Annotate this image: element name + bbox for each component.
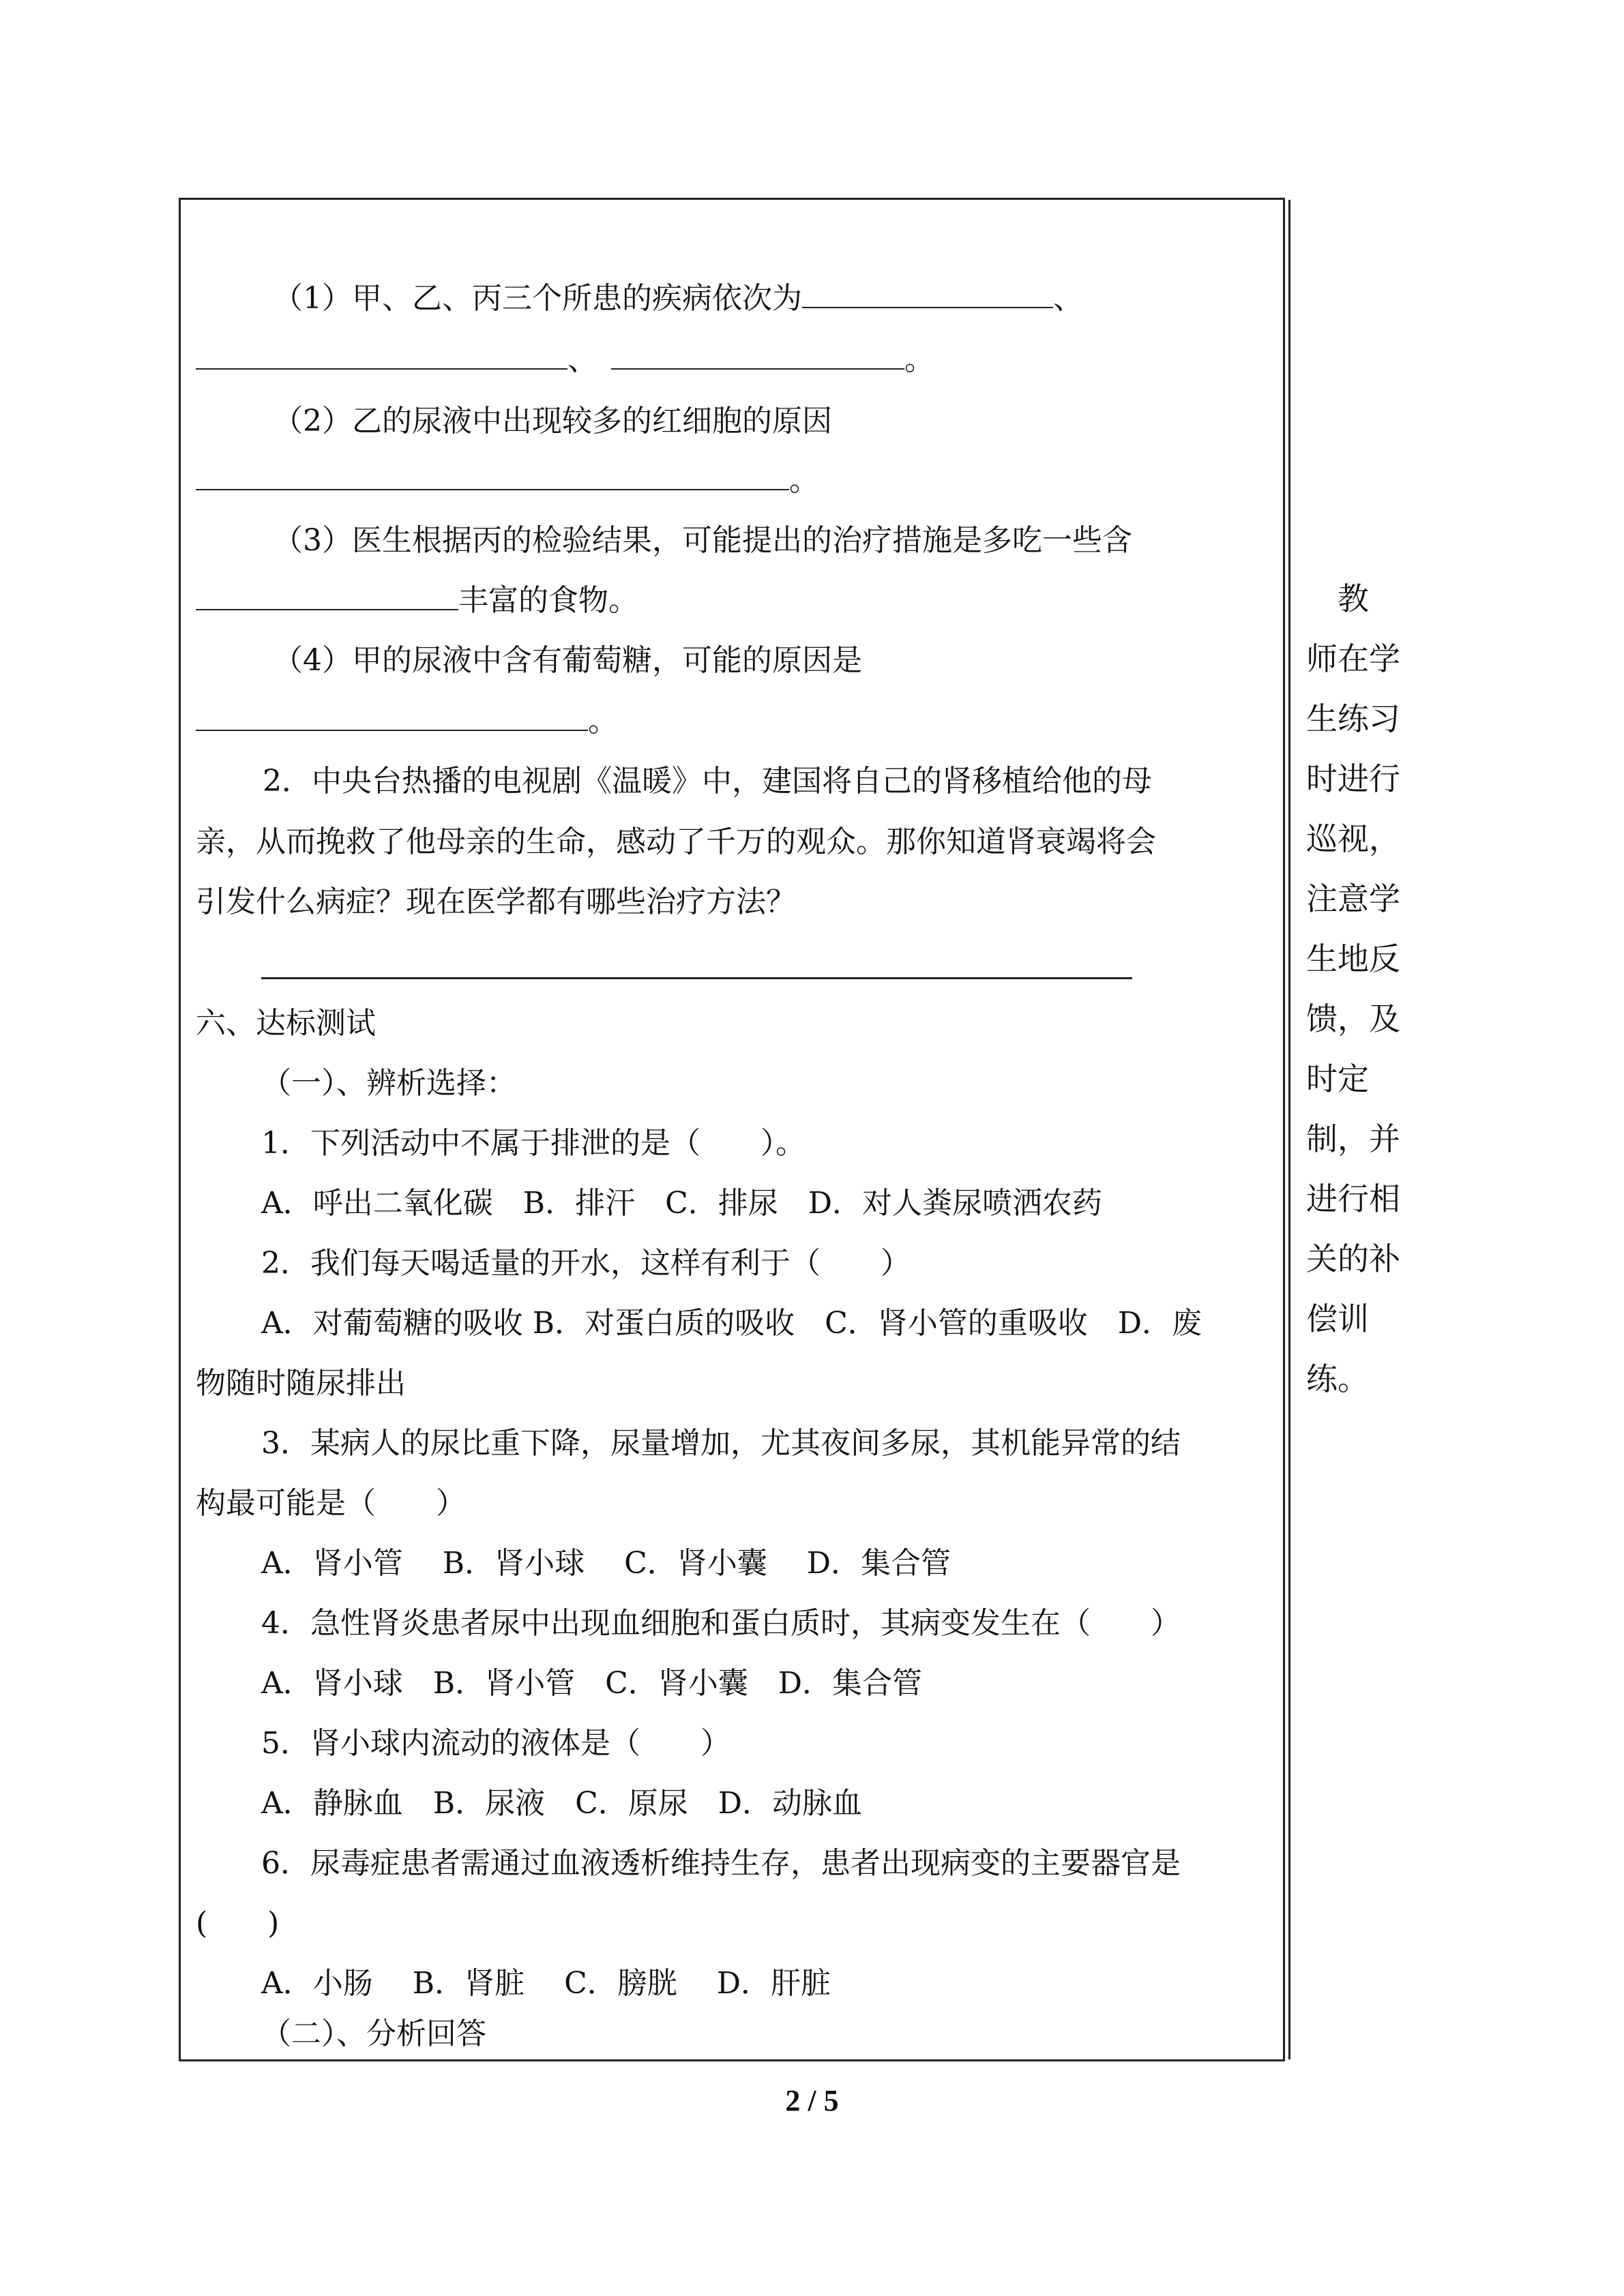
q4-line2: 。 <box>196 701 618 742</box>
question-5: 5．肾小球内流动的液体是（ ） <box>261 1726 730 1761</box>
p2-line3: 引发什么病症？现在医学都有哪些治疗方法？ <box>196 884 796 919</box>
question-3: 3．某病人的尿比重下降，尿量增加，尤其夜间多尿，其机能异常的结 <box>261 1426 1181 1461</box>
answer-blank[interactable] <box>196 586 458 610</box>
sidebar-line: 生练习 <box>1306 700 1400 737</box>
q3-line2: 丰富的食物。 <box>196 580 638 621</box>
question-6-options: A．小肠 B．肾脏 C．膀胱 D．肝脏 <box>261 1966 831 2001</box>
sidebar-line: 师在学 <box>1306 640 1400 677</box>
sidebar-line: 注意学 <box>1306 880 1400 917</box>
lesson-table <box>179 198 1400 2061</box>
q1-line2: 、 。 <box>196 340 934 381</box>
sidebar-line: 生地反 <box>1306 940 1400 977</box>
subsection-heading: （一）、辨析选择： <box>261 1066 516 1101</box>
answer-blank[interactable] <box>802 284 1053 308</box>
question-4: 4．急性肾炎患者尿中出现血细胞和蛋白质时，其病变发生在（ ） <box>261 1606 1181 1641</box>
sidebar-line: 巡视， <box>1306 820 1400 857</box>
question-6-cont: ( ) <box>196 1906 280 1941</box>
answer-blank[interactable] <box>196 345 567 370</box>
question-2-options-cont: 物随时随尿排出 <box>196 1366 406 1401</box>
question-2: 2．我们每天喝适量的开水，这样有利于（ ） <box>261 1246 911 1281</box>
question-6: 6．尿毒症患者需通过血液透析维持生存，患者出现病变的主要器官是 <box>261 1846 1181 1881</box>
sidebar-line: 关的补 <box>1306 1240 1400 1277</box>
answer-line <box>261 977 1132 979</box>
q4-line1: （4）甲的尿液中含有葡萄糖，可能的原因是 <box>273 643 862 678</box>
question-2-options: A．对葡萄糖的吸收 B．对蛋白质的吸收 C．肾小管的重吸收 D．废 <box>261 1306 1202 1341</box>
subsection-heading-2: （二）、分析回答 <box>261 2016 486 2051</box>
p2-line2: 亲，从而挽救了他母亲的生命，感动了千万的观众。那你知道肾衰竭将会 <box>196 824 1156 859</box>
sidebar-line: 进行相 <box>1306 1180 1400 1217</box>
section-heading: 六、达标测试 <box>196 1006 376 1041</box>
p2-line1: 2．中央台热播的电视剧《温暖》中，建国将自己的肾移植给他的母 <box>263 764 1152 799</box>
sidebar-line: 时定 <box>1306 1060 1369 1097</box>
question-4-options: A．肾小球 B．肾小管 C．肾小囊 D．集合管 <box>261 1666 923 1701</box>
question-5-options: A．静脉血 B．尿液 C．原尿 D．动脉血 <box>261 1786 863 1821</box>
answer-blank[interactable] <box>196 706 588 731</box>
column-divider <box>1288 200 1290 2059</box>
q3-line1: （3）医生根据丙的检验结果，可能提出的治疗措施是多吃一些含 <box>273 523 1132 558</box>
question-1: 1．下列活动中不属于排泄的是（ ）。 <box>261 1126 806 1161</box>
q2-line2: 。 <box>196 460 819 501</box>
answer-blank[interactable] <box>196 466 789 490</box>
question-3-options: A．肾小管 B．肾小球 C．肾小囊 D．集合管 <box>261 1546 951 1581</box>
page-number: 2 / 5 <box>785 2084 839 2117</box>
answer-blank[interactable] <box>611 345 904 370</box>
question-1-options: A．呼出二氧化碳 B．排汗 C．排尿 D．对人粪尿喷洒农药 <box>261 1186 1103 1221</box>
sidebar-line: 偿训 <box>1306 1300 1369 1337</box>
sidebar-line: 练。 <box>1306 1360 1369 1397</box>
sidebar-line: 教 <box>1306 580 1369 617</box>
question-3-cont: 构最可能是（ ） <box>196 1486 466 1521</box>
q2-line1: （2）乙的尿液中出现较多的红细胞的原因 <box>273 404 832 438</box>
sidebar-line: 制，并 <box>1306 1120 1400 1157</box>
sidebar-line: 馈，及 <box>1306 1000 1400 1037</box>
sidebar-line: 时进行 <box>1306 760 1400 797</box>
q1-line1: （1）甲、乙、丙三个所患的疾病依次为 、 <box>273 281 1083 316</box>
